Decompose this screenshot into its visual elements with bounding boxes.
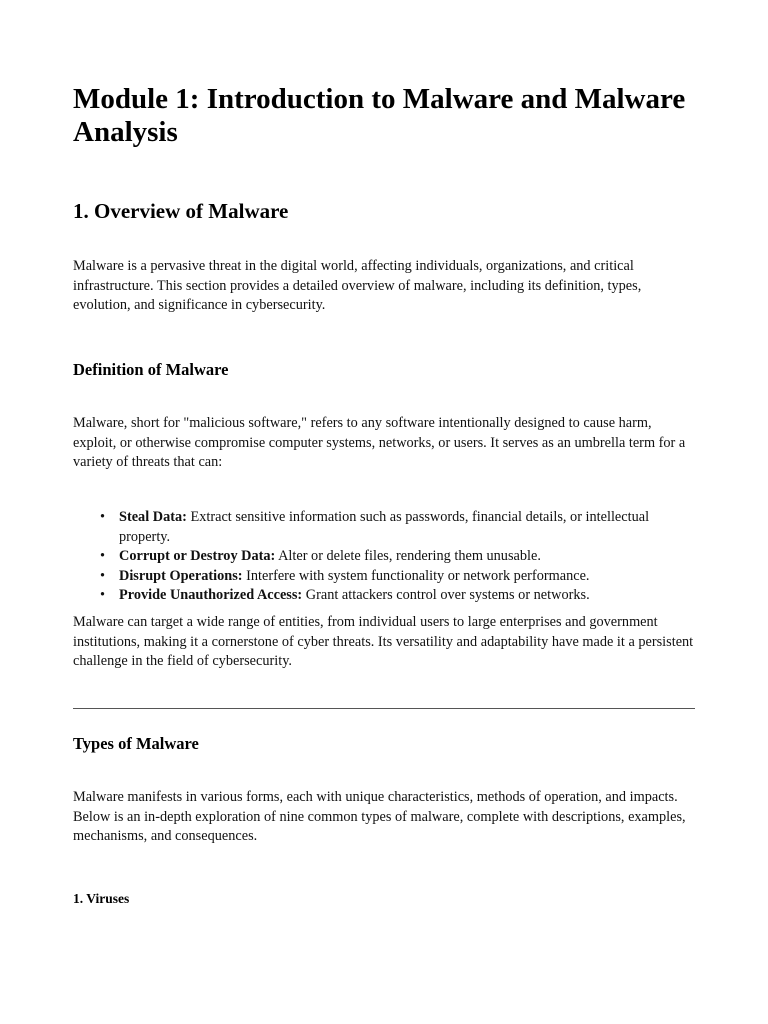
bullet-icon: • [100, 548, 106, 564]
definition-closing-paragraph: Malware can target a wide range of entities, from individual users to large enterprises and government institutions, making it a cornerstone of cyber threats. Its versatility and adaptability have made it a persistent challenge in the field of cybersecurity. [73, 614, 694, 669]
list-item-lead: Corrupt or Destroy Data: [119, 548, 276, 564]
list-item [100, 508, 696, 547]
list-item-text: Extract sensitive information such as passwords, financial details, or intellectual property. [119, 509, 650, 545]
section-divider [73, 708, 695, 709]
section-heading-overview: 1. Overview of Malware [73, 199, 289, 223]
list-item-text: Grant attackers control over systems or networks. [302, 587, 590, 603]
list-item-text: Interfere with system functionality or network performance. [242, 567, 590, 584]
list-item-lead: Disrupt Operations: [119, 567, 243, 584]
bullet-icon: • [100, 509, 106, 525]
definition-paragraph: Malware, short for "malicious software," refers to any software intentionally designed to cause harm, exploit, or otherwise compromise computer systems, networks, or users. It serves as an umbrella term for a variety of threats that can: [73, 415, 686, 470]
list-item-lead: Provide Unauthorized Access: [119, 587, 303, 603]
malware-capabilities-list [100, 508, 696, 606]
bullet-icon: • [100, 567, 106, 584]
viruses-subheading: 1. Viruses [73, 891, 130, 906]
types-heading: Types of Malware [73, 734, 199, 753]
list-item [100, 567, 696, 587]
types-intro-paragraph: Malware manifests in various forms, each with unique characteristics, methods of operation, and impacts. Below is an in-depth exploration of nine common types of malware, complete with descriptions, examples, mechanisms, and consequences. [73, 789, 686, 844]
definition-heading: Definition of Malware [73, 360, 229, 379]
list-item-text: Alter or delete files, rendering them unusable. [275, 548, 541, 564]
list-item [100, 586, 696, 606]
bullet-icon: • [100, 587, 106, 603]
list-item [100, 547, 696, 567]
page-title: Module 1: Introduction to Malware and Malware Analysis [73, 83, 686, 148]
section-intro-paragraph: Malware is a pervasive threat in the digital world, affecting individuals, organizations, and critical infrastructure. This section provides a detailed overview of malware, including its definition, types, evolution, and significance in cybersecurity. [73, 258, 642, 313]
list-item-lead: Steal Data: [119, 509, 187, 525]
